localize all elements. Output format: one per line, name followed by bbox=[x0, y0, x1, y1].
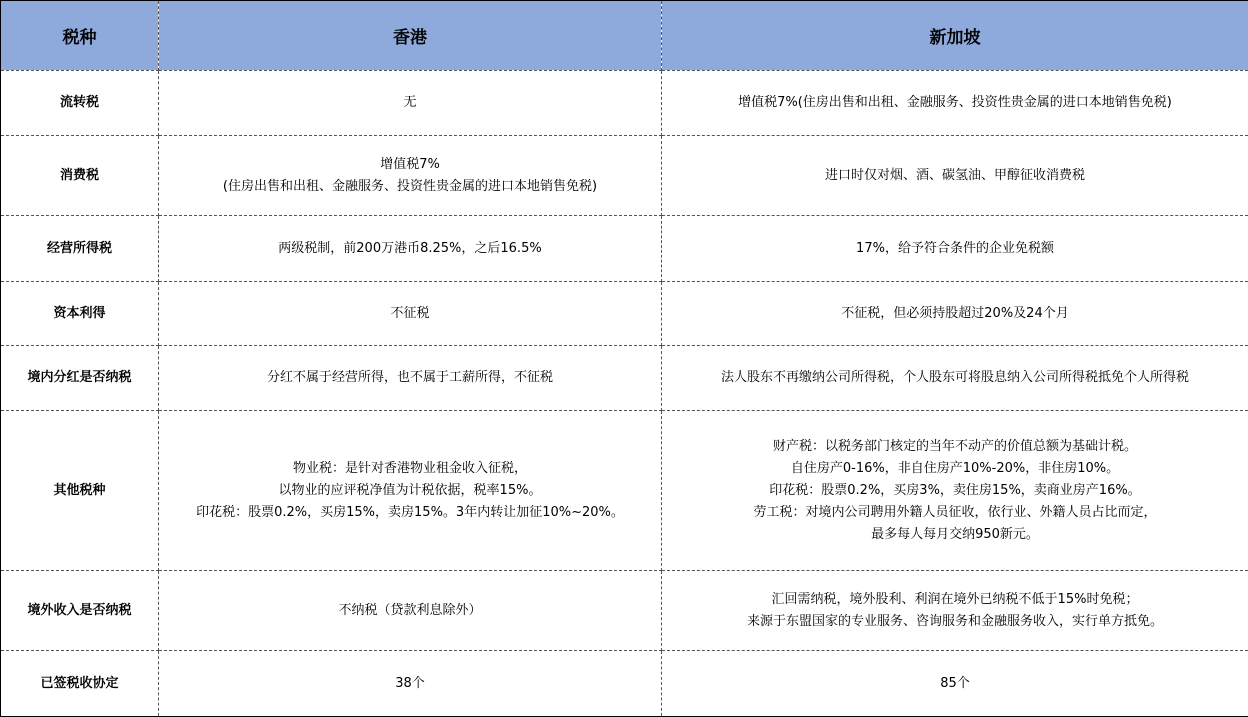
table-row bbox=[1, 411, 1248, 571]
singapore-cell bbox=[662, 346, 1248, 411]
cell-text-line: 不征税 bbox=[165, 303, 655, 325]
tax-type-cell: 经营所得税 bbox=[1, 216, 159, 282]
tax-type-cell: 流转税 bbox=[1, 71, 159, 136]
cell-text-line: 自住房产0-16%，非自住房产10%-20%，非住房10%。 bbox=[668, 458, 1242, 480]
cell-text-line: 物业税：是针对香港物业租金收入征税， bbox=[165, 458, 655, 480]
hong-kong-cell bbox=[159, 136, 662, 216]
singapore-cell bbox=[662, 571, 1248, 651]
cell-text-line: 汇回需纳税，境外股利、利润在境外已纳税不低于15%时免税； bbox=[668, 589, 1242, 611]
header-singapore: 新加坡 bbox=[662, 1, 1248, 71]
tax-type-cell: 已签税收协定 bbox=[1, 651, 159, 717]
hong-kong-cell bbox=[159, 282, 662, 346]
singapore-cell bbox=[662, 136, 1248, 216]
header-row bbox=[1, 1, 1248, 71]
table-row bbox=[1, 136, 1248, 216]
cell-text-line: 法人股东不再缴纳公司所得税，个人股东可将股息纳入公司所得税抵免个人所得税 bbox=[668, 367, 1242, 389]
hong-kong-cell bbox=[159, 571, 662, 651]
cell-text-line: 分红不属于经营所得，也不属于工薪所得，不征税 bbox=[165, 367, 655, 389]
hong-kong-cell bbox=[159, 216, 662, 282]
cell-text-line: 不纳税（贷款利息除外） bbox=[165, 600, 655, 622]
cell-text-line: 增值税7% bbox=[165, 154, 655, 176]
cell-text-line: 劳工税：对境内公司聘用外籍人员征收，依行业、外籍人员占比而定， bbox=[668, 502, 1242, 524]
singapore-cell bbox=[662, 411, 1248, 571]
tax-type-cell: 资本利得 bbox=[1, 282, 159, 346]
cell-text-line: 印花税：股票0.2%，买房15%，卖房15%。3年内转让加征10%~20%。 bbox=[165, 502, 655, 524]
cell-text-line: 印花税：股票0.2%，买房3%，卖住房15%，卖商业房产16%。 bbox=[668, 480, 1242, 502]
cell-text-line: 38个 bbox=[165, 673, 655, 695]
tax-type-cell: 境外收入是否纳税 bbox=[1, 571, 159, 651]
cell-text-line: 来源于东盟国家的专业服务、咨询服务和金融服务收入，实行单方抵免。 bbox=[668, 611, 1242, 633]
singapore-cell bbox=[662, 71, 1248, 136]
table-body bbox=[1, 71, 1248, 717]
hong-kong-cell bbox=[159, 411, 662, 571]
table-row bbox=[1, 651, 1248, 717]
singapore-cell bbox=[662, 282, 1248, 346]
hong-kong-cell bbox=[159, 71, 662, 136]
hong-kong-cell bbox=[159, 651, 662, 717]
cell-text-line: 进口时仅对烟、酒、碳氢油、甲醇征收消费税 bbox=[668, 165, 1242, 187]
hong-kong-cell bbox=[159, 346, 662, 411]
table-header bbox=[1, 1, 1248, 71]
tax-type-cell: 消费税 bbox=[1, 136, 159, 216]
tax-type-cell: 境内分红是否纳税 bbox=[1, 346, 159, 411]
cell-text-line: 财产税：以税务部门核定的当年不动产的价值总额为基础计税。 bbox=[668, 436, 1242, 458]
header-hong-kong: 香港 bbox=[159, 1, 662, 71]
cell-text-line: 最多每人每月交纳950新元。 bbox=[668, 524, 1242, 546]
cell-text-line: 不征税，但必须持股超过20%及24个月 bbox=[668, 303, 1242, 325]
cell-text-line: 17%，给予符合条件的企业免税额 bbox=[668, 238, 1242, 260]
header-tax-type: 税种 bbox=[1, 1, 159, 71]
table-row bbox=[1, 571, 1248, 651]
cell-text-line: 85个 bbox=[668, 673, 1242, 695]
cell-text-line: 以物业的应评税净值为计税依据，税率15%。 bbox=[165, 480, 655, 502]
cell-text-line: (住房出售和出租、金融服务、投资性贵金属的进口本地销售免税) bbox=[165, 176, 655, 198]
table-row bbox=[1, 346, 1248, 411]
cell-text-line: 两级税制，前200万港币8.25%，之后16.5% bbox=[165, 238, 655, 260]
singapore-cell bbox=[662, 216, 1248, 282]
table-row bbox=[1, 282, 1248, 346]
table-row bbox=[1, 216, 1248, 282]
singapore-cell bbox=[662, 651, 1248, 717]
table-row bbox=[1, 71, 1248, 136]
cell-text-line: 无 bbox=[165, 92, 655, 114]
tax-type-cell: 其他税种 bbox=[1, 411, 159, 571]
cell-text-line: 增值税7%(住房出售和出租、金融服务、投资性贵金属的进口本地销售免税) bbox=[668, 92, 1242, 114]
